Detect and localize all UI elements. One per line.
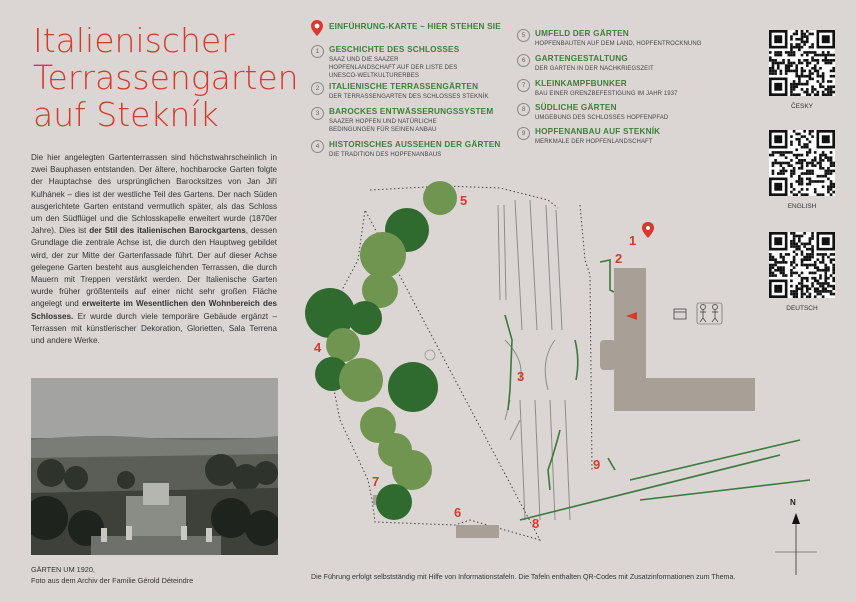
legend-subtitle: UMGEBUNG DES SCHLOSSES HOPFENPFAD [535,115,669,121]
intro-part-3: Er wurde durch viele temporäre Gebäude ergänzt – Terrassen mit künstlerischer Dekoration, Glorietten, Sala Terrena und andere Werke. [31,311,277,346]
title-line-1: Italienischer [33,21,235,60]
map-label-7: 7 [372,474,380,489]
intro-bold-1: der Stil des italienischen Barockgartens [89,226,246,236]
legend-number: 1 [311,45,324,58]
legend-title: HISTORISCHES AUSSEHEN DER GÄRTEN [329,140,501,149]
legend-title: HOPFENANBAU AUF STEKNÍK [535,127,661,136]
map-label-2: 2 [615,251,623,266]
legend-title: BAROCKES ENTWÄSSERUNGSSYSTEM [329,107,494,116]
title-line-3: auf Stekník [33,95,219,134]
map-label-3: 3 [517,369,525,384]
photo-caption-line-1: GÄRTEN UM 1920, [31,565,95,574]
map-label-6: 6 [454,505,462,520]
intro-part-2: , dessen Grundlage die zentrale Achse ist, die durch den Hauptweg gebildet wird, der zur Mitte der Gartenfassade führt. Der auf dieser Achse gelegene Garten besteht aus ausgleichenden Terrassen, die durch Mauern mit Treppen verstärkt werden. Der Italienische Garten wurde früher größtenteils auf einer nicht sehr großen Fläche angelegt und [31,226,277,309]
legend-subtitle: MERKMALE DER HOPFENLANDSCHAFT [535,139,653,145]
parterre-lines [498,200,570,520]
legend-title: KLEINKAMPFBUNKER [535,79,627,88]
legend-title: UMFELD DER GÄRTEN [535,29,629,38]
map-label-8: 8 [532,516,540,531]
intro-part-1: Die hier angelegten Gartenterrassen sind höchstwahrscheinlich in zwei Bauphasen entstanden. Der ältere, hochbarocke Garten folgte der Hauptachse des ursprünglichen Barocksitzes von Jan Jiří Kulhánek – dies ist der westliche Teil des Gartens. Der nach Süden ausgerichtete Garten entstand vermutlich später, als das Schloss um den Südflügel und die Schlosskapelle erweitert wurde (1870er Jahre). Dies ist [31,153,277,236]
photo-caption-line-2: Foto aus dem Archiv der Familie Gérold Déteindre [31,575,194,585]
legend-number: 6 [517,54,530,67]
you-are-here-marker [642,222,654,238]
qr-label-cesky: ČESKY [790,103,814,110]
title-line-2: Terrassengarten [33,58,299,97]
legend-number: 2 [311,82,324,95]
legend-subtitle: DIE TRADITION DES HOPFENANBAUS [329,152,442,158]
legend-start-title: EINFÜHRUNG-KARTE – HIER STEHEN SIE [329,22,501,31]
map-label-9: 9 [593,457,601,472]
legend-title: GARTENGESTALTUNG [535,54,628,63]
legend-number: 9 [517,127,530,140]
castle-building [600,268,755,411]
legend-subtitle: DER GARTEN IN DER NACHKRIEGSZEIT [535,66,654,72]
legend-number: 7 [517,79,530,92]
legend-subtitle: DER TERRASSENGARTEN DES SCHLOSSES STEKNÍK [329,94,489,100]
family-icon [674,303,722,324]
legend-subtitle: HOPFENBAUTEN AUF DEM LAND, HOPFENTROCKNUNG [535,41,702,47]
footer-text: Die Führung erfolgt selbstständig mit Hilfe von Informationstafeln. Die Tafeln enthalten QR-Codes mit Zusatzinformationen zum Thema. [311,573,736,581]
trees [305,181,457,520]
intro-bold-2: erweiterte im Wesentlichen den Wohnbereich des Schlosses. [31,299,278,321]
legend-title: ITALIENISCHE TERRASSENGÄRTEN [329,82,479,91]
legend-title: GESCHICHTE DES SCHLOSSES [329,45,460,54]
legend-subtitle: SAAZ UND DIE SAAZER HOPFENLANDSCHAFT AUF DER LISTE DES UNESCO-WELTKULTURERBES [329,57,458,79]
legend-number: 4 [311,140,324,153]
structure-6 [456,525,499,538]
map-label-5: 5 [460,193,468,208]
map-label-4: 4 [314,340,322,355]
legend-subtitle: BAU EINER GRENZBEFESTIGUNG IM JAHR 1937 [535,91,678,97]
legend-number: 3 [311,107,324,120]
legend-number: 5 [517,29,530,42]
qr-label-english: ENGLISH [787,203,817,210]
legend-title: SÜDLICHE GÄRTEN [535,103,617,112]
map-label-1: 1 [629,233,637,248]
qr-label-deutsch: DEUTSCH [786,305,818,312]
north-arrow-icon [775,513,817,575]
legend-number: 8 [517,103,530,116]
legend-subtitle: SAAZER HOPFEN UND NATÜRLICHE BEDINGUNGEN FÜR SEINEN ANBAU [329,119,437,133]
north-label: N [790,498,796,507]
